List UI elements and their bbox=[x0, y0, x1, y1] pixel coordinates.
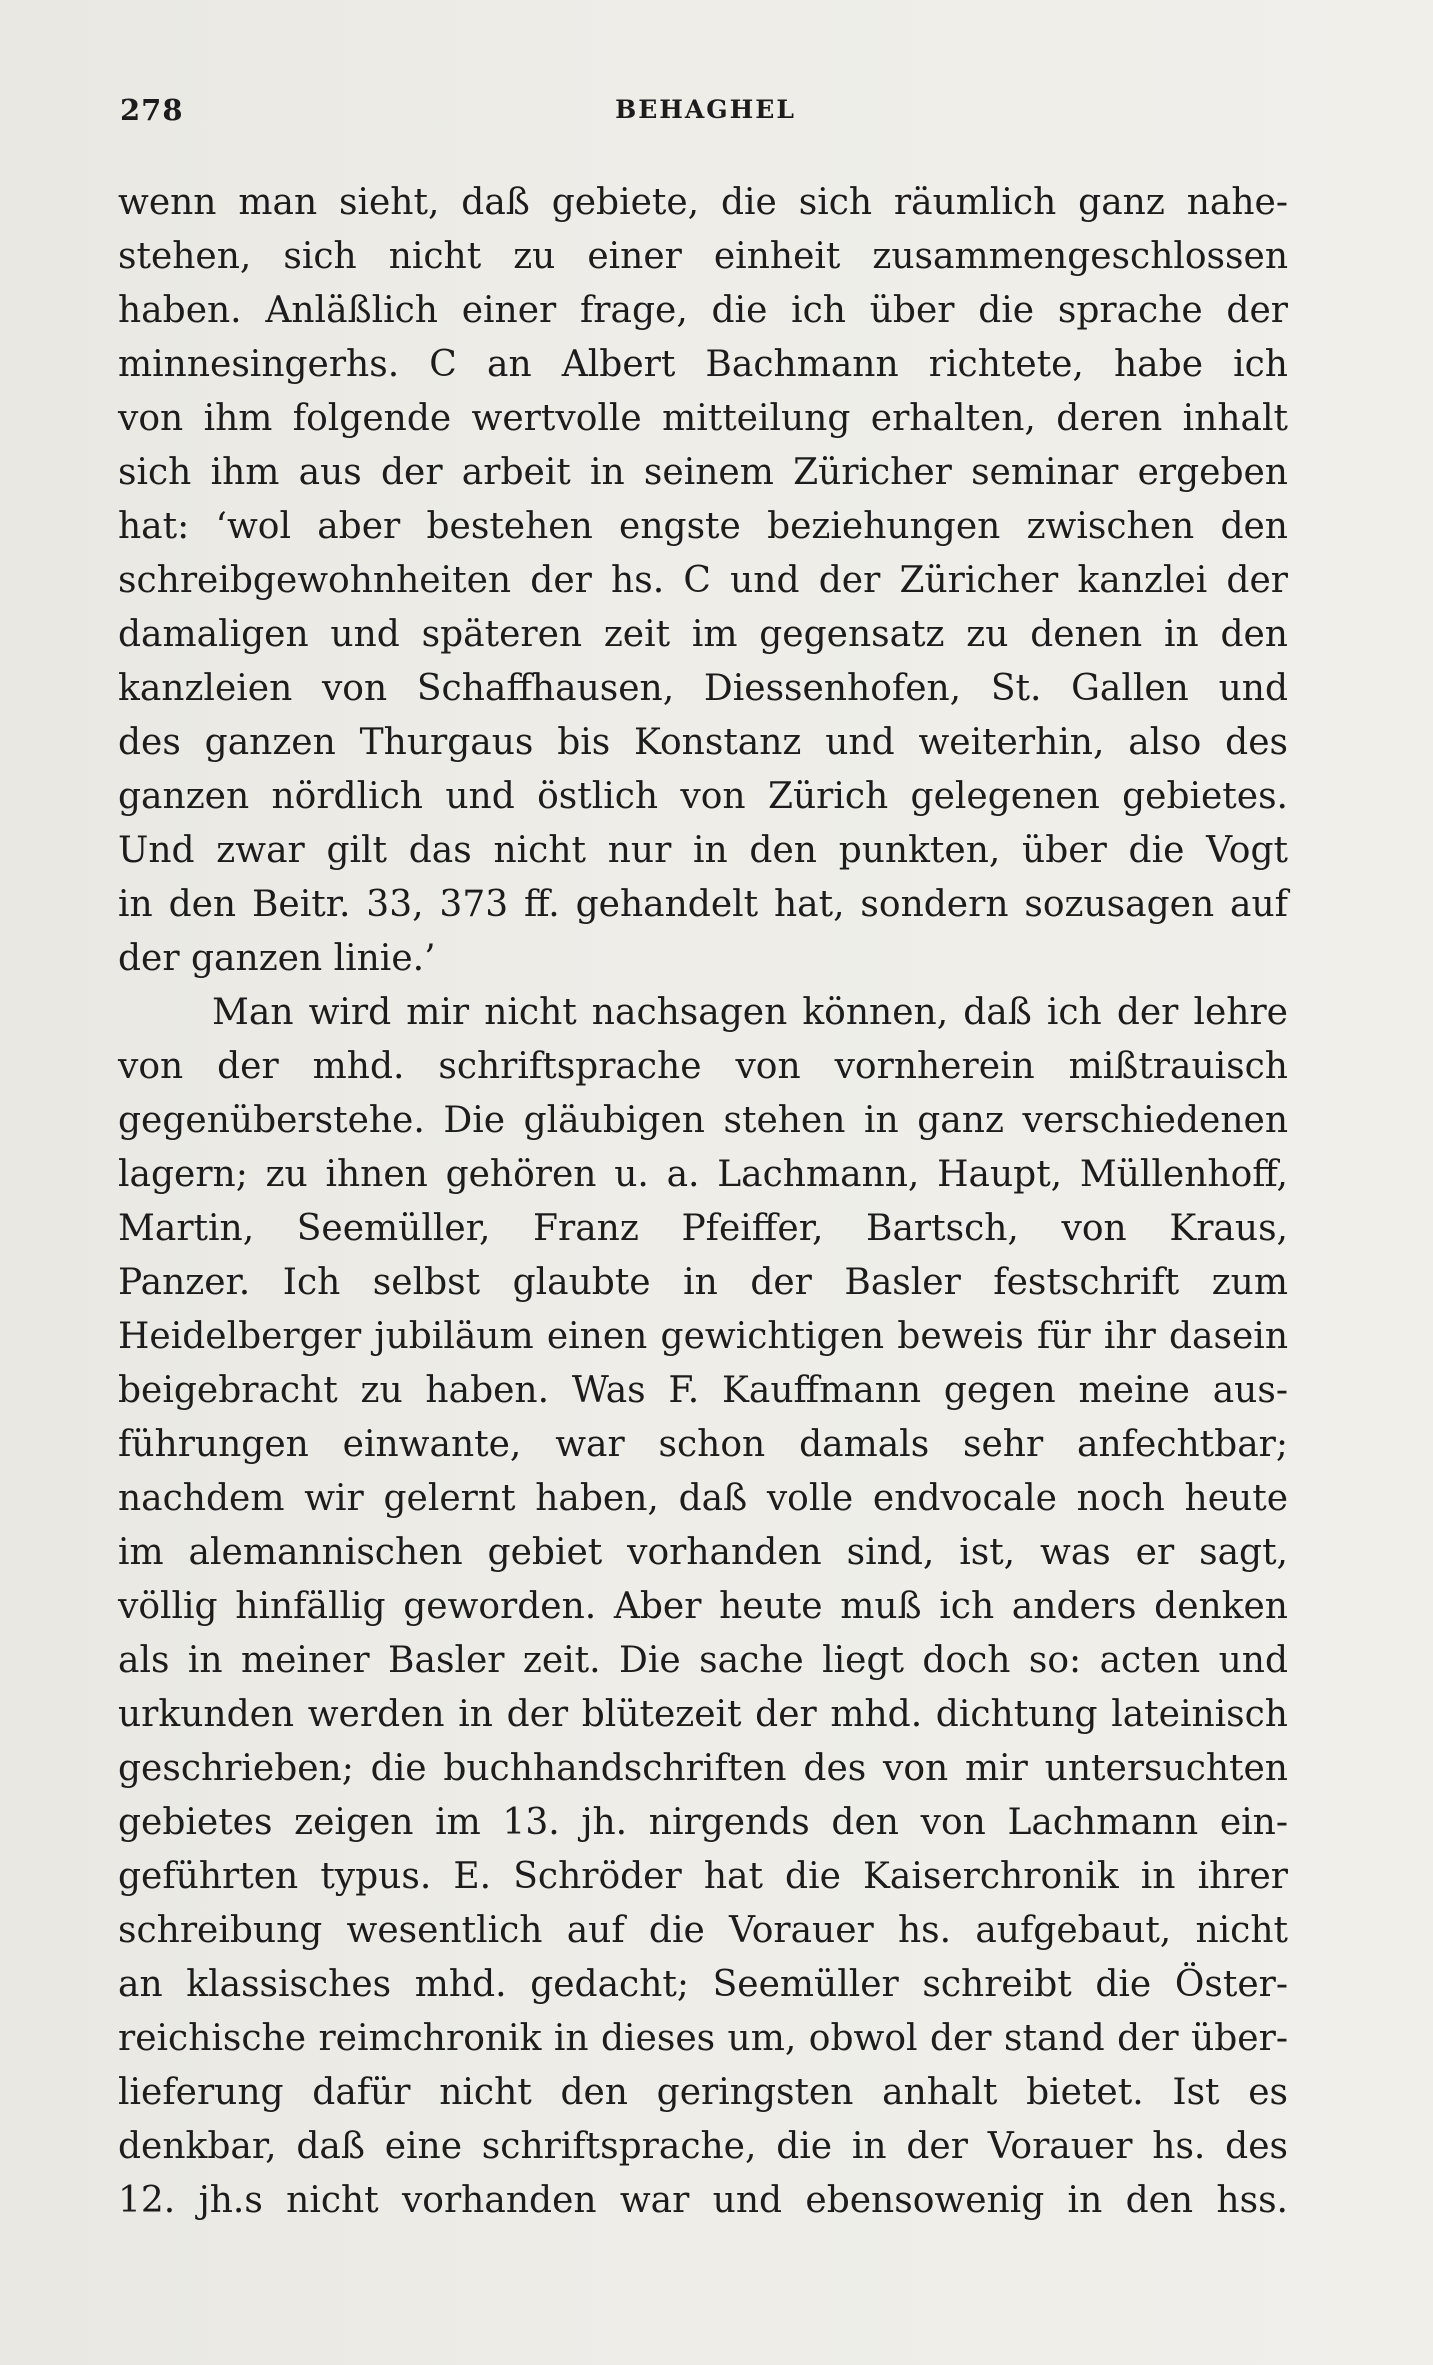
text-line: völlig hinfällig geworden. Aber heute muß ich anders denken bbox=[118, 1586, 1288, 1627]
text-line: im alemannischen gebiet vorhanden sind, ist, was er sagt, bbox=[118, 1532, 1288, 1573]
text-line: minnesingerhs. C an Albert Bachmann richtete, habe ich bbox=[118, 344, 1288, 385]
text-line: wenn man sieht, daß gebiete, die sich räumlich ganz nahe- bbox=[118, 182, 1288, 223]
text-line: als in meiner Basler zeit. Die sache liegt doch so: acten und bbox=[118, 1640, 1288, 1681]
text-line: Panzer. Ich selbst glaubte in der Basler festschrift zum bbox=[118, 1262, 1288, 1303]
text-line: führungen einwante, war schon damals sehr anfechtbar; bbox=[118, 1424, 1288, 1465]
text-line: urkunden werden in der blütezeit der mhd. dichtung lateinisch bbox=[118, 1694, 1288, 1735]
text-line: von ihm folgende wertvolle mitteilung erhalten, deren inhalt bbox=[118, 398, 1288, 439]
text-line: geschrieben; die buchhandschriften des von mir untersuchten bbox=[118, 1748, 1288, 1789]
text-line: lagern; zu ihnen gehören u. a. Lachmann, Haupt, Müllenhoff, bbox=[118, 1154, 1288, 1195]
text-line: kanzleien von Schaffhausen, Diessenhofen, St. Gallen und bbox=[118, 668, 1288, 709]
text-line: nachdem wir gelernt haben, daß volle endvocale noch heute bbox=[118, 1478, 1288, 1519]
text-line: lieferung dafür nicht den geringsten anhalt bietet. Ist es bbox=[118, 2072, 1288, 2113]
text-line: sich ihm aus der arbeit in seinem Züricher seminar ergeben bbox=[118, 452, 1288, 493]
text-line: von der mhd. schriftsprache von vornherein mißtrauisch bbox=[118, 1046, 1288, 1087]
text-line: schreibung wesentlich auf die Vorauer hs. aufgebaut, nicht bbox=[118, 1910, 1288, 1951]
text-line: ganzen nördlich und östlich von Zürich gelegenen gebietes. bbox=[118, 776, 1288, 817]
text-line: Heidelberger jubiläum einen gewichtigen beweis für ihr dasein bbox=[118, 1316, 1288, 1357]
page-number: 278 bbox=[120, 93, 184, 127]
text-line: schreibgewohnheiten der hs. C und der Züricher kanzlei der bbox=[118, 560, 1288, 601]
text-line: in den Beitr. 33, 373 ff. gehandelt hat, sondern sozusagen auf bbox=[118, 884, 1288, 925]
text-line: beigebracht zu haben. Was F. Kauffmann gegen meine aus- bbox=[118, 1370, 1288, 1411]
text-line: Und zwar gilt das nicht nur in den punkten, über die Vogt bbox=[118, 830, 1288, 871]
text-line: des ganzen Thurgaus bis Konstanz und weiterhin, also des bbox=[118, 722, 1288, 763]
text-line: 12. jh.s nicht vorhanden war und ebensowenig in den hss. bbox=[118, 2180, 1288, 2221]
text-line: hat: ‘wol aber bestehen engste beziehungen zwischen den bbox=[118, 506, 1288, 547]
running-head: BEHAGHEL bbox=[615, 95, 796, 124]
text-line: damaligen und späteren zeit im gegensatz zu denen in den bbox=[118, 614, 1288, 655]
paragraph-start-line: Man wird mir nicht nachsagen können, daß ich der lehre bbox=[212, 992, 1288, 1033]
text-line: geführten typus. E. Schröder hat die Kaiserchronik in ihrer bbox=[118, 1856, 1288, 1897]
text-line: gegenüberstehe. Die gläubigen stehen in ganz verschiedenen bbox=[118, 1100, 1288, 1141]
text-line: gebietes zeigen im 13. jh. nirgends den von Lachmann ein- bbox=[118, 1802, 1288, 1843]
text-line: Martin, Seemüller, Franz Pfeiffer, Bartsch, von Kraus, bbox=[118, 1208, 1288, 1249]
paragraph-end-line: der ganzen linie.’ bbox=[118, 938, 436, 979]
text-line: haben. Anläßlich einer frage, die ich über die sprache der bbox=[118, 290, 1288, 331]
text-line: stehen, sich nicht zu einer einheit zusammengeschlossen bbox=[118, 236, 1288, 277]
text-line: an klassisches mhd. gedacht; Seemüller schreibt die Öster- bbox=[118, 1964, 1288, 2005]
body-text bbox=[118, 176, 1288, 2228]
text-line: reichische reimchronik in dieses um, obwol der stand der über- bbox=[118, 2018, 1288, 2059]
page-header bbox=[120, 88, 1291, 132]
text-line: denkbar, daß eine schriftsprache, die in der Vorauer hs. des bbox=[118, 2126, 1288, 2167]
